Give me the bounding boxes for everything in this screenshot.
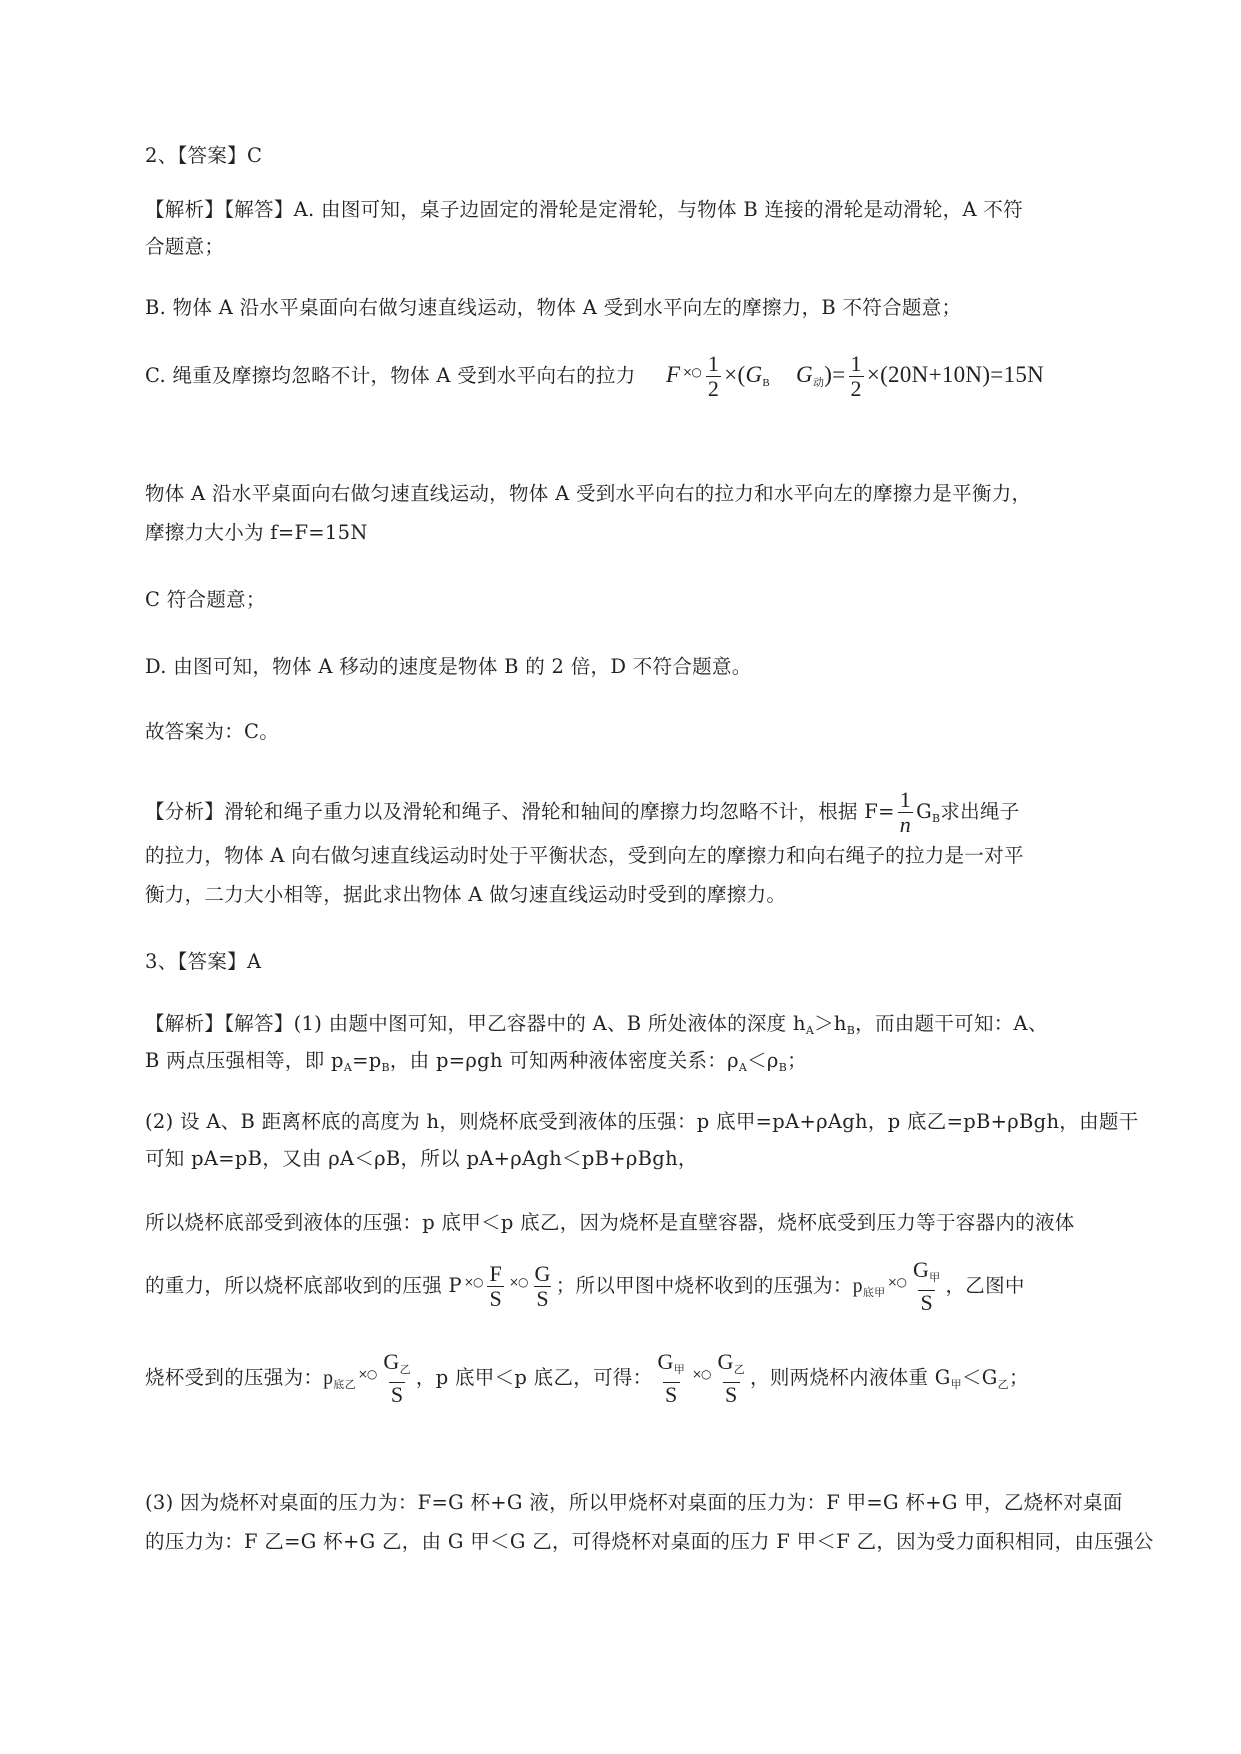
p1-end: ；	[787, 1049, 807, 1072]
q2-analysis-line3: 衡力，二力大小相等，据此求出物体 A 做匀速直线运动时受到的摩擦力。	[145, 883, 787, 906]
analysis-frac-num: 1	[899, 787, 912, 812]
frac-s-2: S	[536, 1286, 549, 1311]
q3-p2-line1: (2) 设 A、B 距离杯底的高度为 h，则烧杯底受到液体的压强：p 底甲=pA+ρAgh，p 底乙=pB+ρBgh，由题干	[145, 1110, 1139, 1133]
formula-half-2	[849, 352, 864, 401]
p3-frac-gs	[533, 1262, 553, 1311]
p4-mark-2: ×○	[692, 1367, 711, 1381]
g-yi-sub: 乙	[399, 1364, 411, 1376]
analysis-post: 求出绳子	[940, 800, 1020, 823]
p1-line2-b: ，由 p=ρgh 可知两种液体密度关系：ρ	[389, 1049, 739, 1072]
q2-analysis-a-line1: 【解析】【解答】A. 由图可知，桌子边固定的滑轮是定滑轮，与物体 B 连接的滑轮是动滑轮，A 不符	[145, 198, 1023, 221]
analysis-fraction	[898, 788, 913, 837]
p4-text-c: ，则两烧杯内液体重 G	[750, 1366, 951, 1389]
q2-option-d: D. 由图可知，物体 A 移动的速度是物体 B 的 2 倍，D 不符合题意。	[145, 655, 752, 678]
q3-p4-line	[145, 1350, 1135, 1407]
q2-balance-line2: 摩擦力大小为 f=F=15N	[145, 521, 368, 544]
formula-open: (	[737, 362, 746, 387]
p4-lt: ＜G	[961, 1366, 998, 1389]
p1-gt: ＞h	[814, 1012, 847, 1035]
p3-mark-3: ×○	[887, 1275, 906, 1289]
half-numerator: 1	[707, 351, 720, 376]
p4-frac-gjia	[655, 1350, 687, 1407]
analysis-g-sub: B	[931, 812, 941, 825]
p4-gyi-sub: 乙	[997, 1378, 1009, 1391]
analysis-pre: 【分析】滑轮和绳子重力以及滑轮和绳子、滑轮和轴间的摩擦力均忽略不计，根据 F=	[145, 800, 895, 823]
p3-frac-fs	[487, 1262, 504, 1311]
p4-text-b: ，p 底甲＜p 底乙，可得：	[415, 1366, 653, 1389]
g-jia-sub: 甲	[929, 1272, 941, 1284]
p1-line2-a: B 两点压强相等，即 p	[145, 1049, 344, 1072]
p-diyi: p	[323, 1368, 334, 1389]
p4-gjia-sub: 甲	[950, 1378, 962, 1391]
p4-frac-gyi-2	[716, 1350, 748, 1407]
g-yi: G	[383, 1349, 400, 1374]
formula-gb: G	[745, 362, 763, 387]
p1-hb-sub: B	[846, 1024, 856, 1037]
p1-pb-sub: B	[381, 1061, 390, 1074]
q2-option-b: B. 物体 A 沿水平桌面向右做匀速直线运动，物体 A 受到水平向左的摩擦力，B 不符合题意；	[145, 296, 962, 319]
frac-s-5: S	[664, 1382, 678, 1407]
frac-s-4: S	[390, 1382, 404, 1407]
p3-mark-2: ×○	[509, 1275, 528, 1289]
half2-numerator: 1	[850, 351, 862, 376]
p1-rhoa-sub: A	[738, 1061, 748, 1074]
q3-p2-line2: 可知 pA=pB，又由 ρA＜ρB，所以 pA+ρAgh＜pB+ρBgh，	[145, 1147, 698, 1170]
q3-p3-line2	[145, 1258, 1135, 1315]
p4-end: ；	[1008, 1366, 1029, 1389]
option-c-text: C. 绳重及摩擦均忽略不计，物体 A 受到水平向右的拉力	[145, 364, 636, 387]
frac-f: F	[489, 1261, 502, 1286]
q2-analysis-a-line2: 合题意；	[145, 235, 225, 258]
formula-gd: G	[796, 362, 813, 387]
p1-ha-sub: A	[805, 1024, 815, 1037]
p1-pa-sub: A	[343, 1061, 353, 1074]
p-dijia: p	[852, 1276, 863, 1297]
q3-p1-line2	[145, 1043, 1135, 1086]
q2-analysis-line2: 的拉力，物体 A 向右做匀速直线运动时处于平衡状态，受到向左的摩擦力和向右绳子的拉力是一对平	[145, 844, 1024, 867]
p1-text-b: ，而由题干可知：A、	[855, 1012, 1048, 1035]
p1-rhob-sub: B	[778, 1061, 788, 1074]
formula-times-2: ×	[866, 362, 881, 387]
frac-s-6: S	[725, 1382, 738, 1407]
formula-mark: ×○	[682, 365, 701, 379]
half-denominator: 2	[707, 376, 720, 401]
formula-times: ×	[724, 362, 738, 387]
p-dijia-sub: 底甲	[862, 1286, 886, 1299]
half2-denominator: 2	[850, 376, 862, 401]
q3-p5-line2: 的压力为：F 乙=G 杯+G 乙，由 G 甲＜G 乙，可得烧杯对桌面的压力 F 甲＜F 乙，因为受力面积相同，由压强公	[145, 1530, 1154, 1553]
formula-gd-sub: 动	[812, 376, 825, 389]
q3-p3-line1: 所以烧杯底部受到液体的压强：p 底甲＜p 底乙，因为烧杯是直壁容器，烧杯底受到压力等于容器内的液体	[145, 1211, 1075, 1234]
q2-heading: 2、【答案】C	[145, 144, 263, 167]
p4-frac-gyi	[381, 1350, 413, 1407]
formula-f: F	[666, 362, 681, 387]
formula-value: (20N+10N)=15N	[880, 362, 1045, 387]
frac-g: G	[534, 1261, 551, 1286]
analysis-frac-den: n	[899, 812, 912, 837]
p3-mark-1: ×○	[463, 1275, 483, 1289]
p3-frac-gjia	[911, 1258, 943, 1315]
g-yi-2: G	[717, 1349, 734, 1374]
p4-mark-1: ×○	[357, 1367, 377, 1381]
q2-analysis-line1	[145, 788, 1135, 837]
g-jia-2: G	[657, 1349, 674, 1374]
formula-half	[706, 352, 721, 401]
formula-close: )=	[824, 362, 846, 387]
g-jia: G	[912, 1257, 930, 1282]
q3-heading: 3、【答案】A	[145, 950, 262, 973]
frac-s-3: S	[920, 1290, 933, 1315]
p4-text-a: 烧杯受到的压强为：	[145, 1366, 324, 1389]
q2-option-c	[145, 352, 1135, 401]
q2-balance-line1: 物体 A 沿水平桌面向右做匀速直线运动，物体 A 受到水平向右的拉力和水平向左的摩擦力是平衡力，	[145, 482, 1032, 505]
p3-text-a: 的重力，所以烧杯底部收到的压强 P	[145, 1274, 462, 1297]
p-diyi-sub: 底乙	[333, 1378, 356, 1391]
analysis-g: G	[916, 800, 932, 823]
q2-c-conclusion: C 符合题意；	[145, 588, 266, 611]
p3-text-c: ，乙图中	[945, 1274, 1025, 1297]
p1-eq: =p	[352, 1049, 382, 1072]
p3-text-b: ；所以甲图中烧杯收到的压强为：	[555, 1274, 853, 1297]
q2-answer: 故答案为：C。	[145, 720, 280, 743]
frac-s: S	[489, 1286, 502, 1311]
q3-p5-line1: (3) 因为烧杯对桌面的压力为：F=G 杯+G 液，所以甲烧杯对桌面的压力为：F 甲=G 杯+G 甲，乙烧杯对桌面	[145, 1491, 1123, 1514]
p1-lt: ＜ρ	[747, 1049, 779, 1072]
formula-gb-sub: B	[762, 377, 771, 389]
p1-text-a: 【解析】【解答】(1) 由题中图可知，甲乙容器中的 A、B 所处液体的深度 h	[145, 1012, 806, 1035]
g-jia-sub-2: 甲	[673, 1364, 685, 1376]
g-yi-sub-2: 乙	[733, 1364, 746, 1376]
